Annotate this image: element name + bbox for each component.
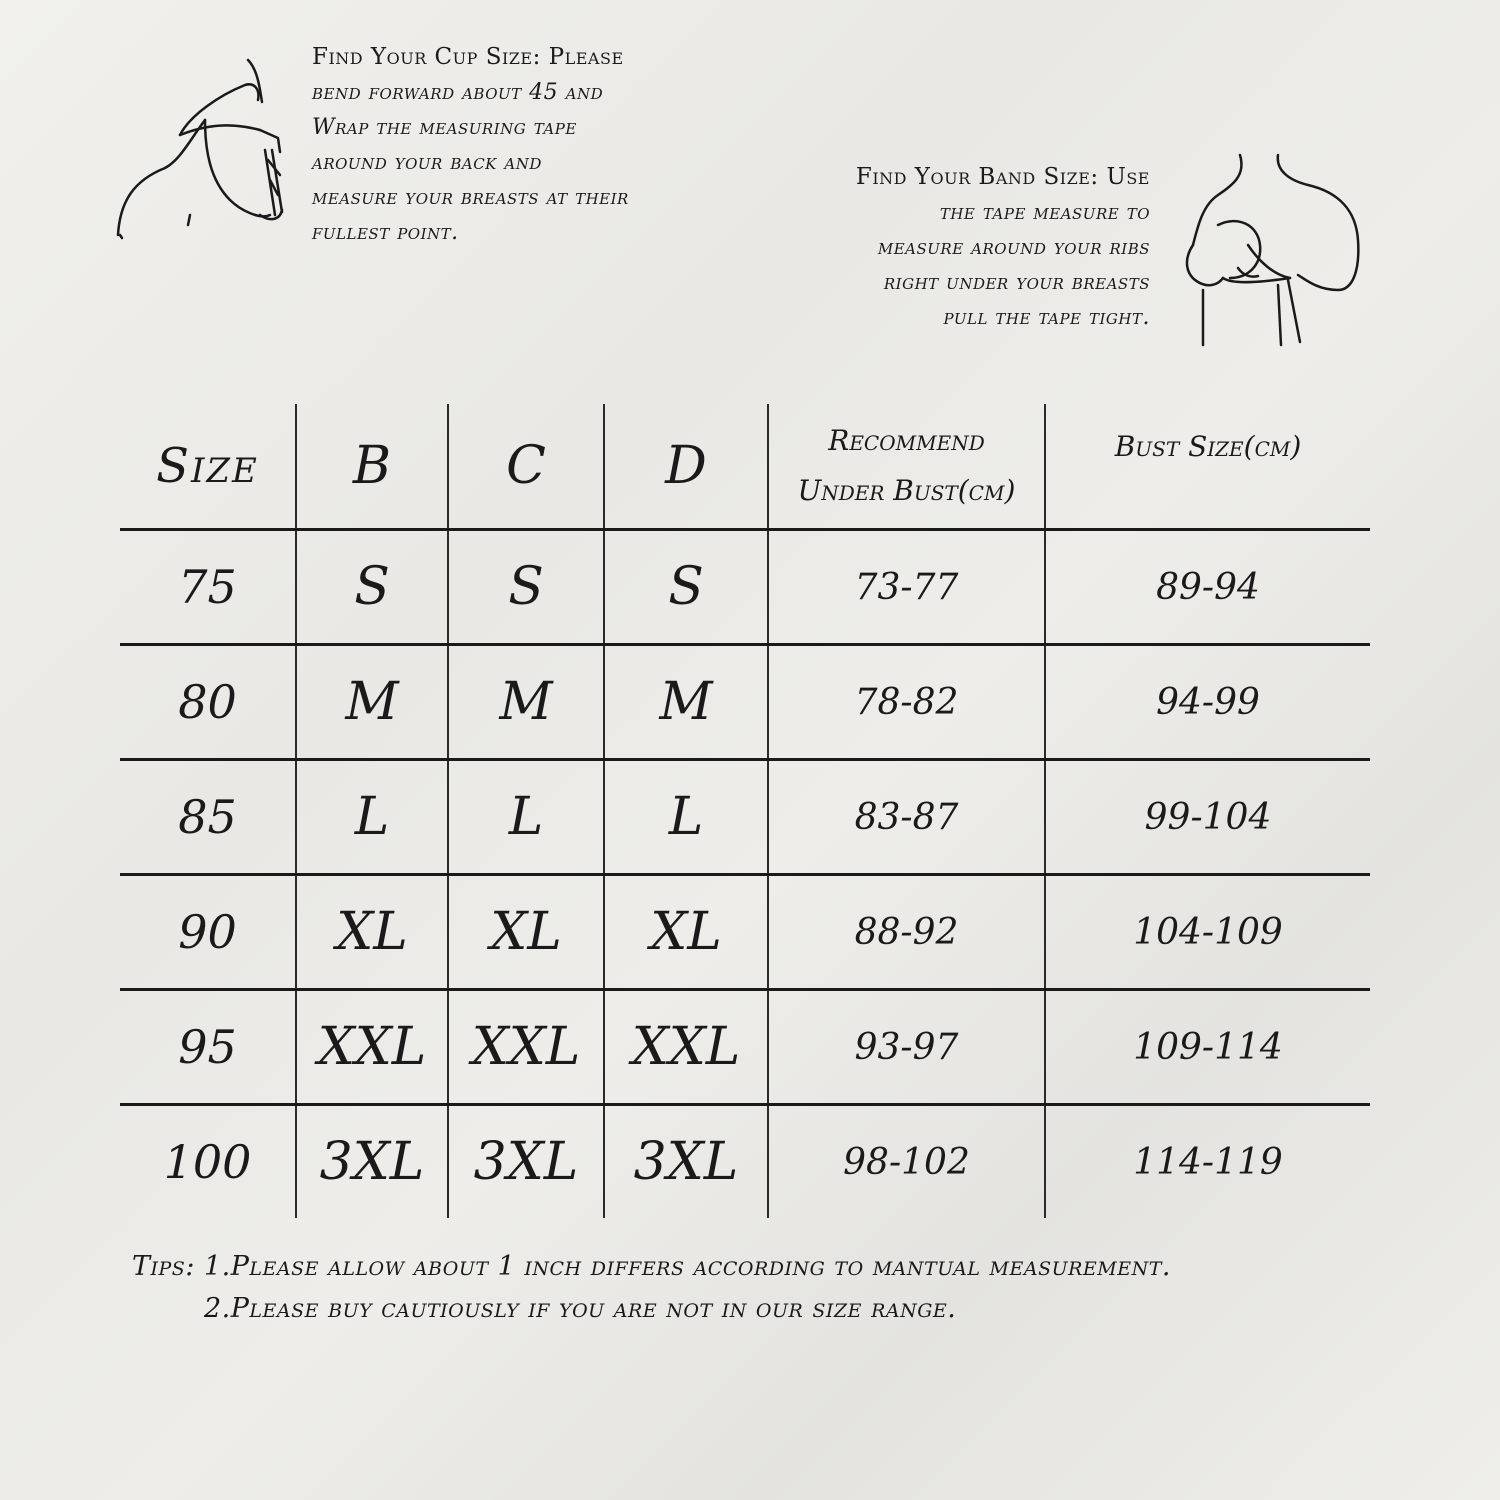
cell-cup-d: XXL — [604, 990, 768, 1105]
table-row — [120, 530, 1370, 645]
cell-cup-b: XL — [296, 875, 448, 990]
cell-band: 80 — [120, 645, 296, 760]
tip-line-2: 2.Please buy cautiously if you are not in our size range. — [204, 1293, 957, 1324]
band-size-line: pull the tape tight. — [943, 305, 1150, 330]
band-size-instructions — [800, 160, 1150, 335]
cell-cup-c: 3XL — [448, 1105, 604, 1219]
cup-size-title: Find Your Cup Size: Please — [312, 44, 624, 70]
cell-under-bust: 93-97 — [768, 990, 1045, 1105]
cell-cup-b: M — [296, 645, 448, 760]
band-size-title: Find Your Band Size: Use — [855, 164, 1150, 190]
band-size-line: the tape measure to — [939, 200, 1150, 225]
table-header-row — [120, 404, 1370, 530]
cell-bust-size: 89-94 — [1045, 530, 1370, 645]
cell-cup-c: S — [448, 530, 604, 645]
cell-cup-d: 3XL — [604, 1105, 768, 1219]
cell-band: 75 — [120, 530, 296, 645]
header-cup-c: C — [448, 404, 604, 530]
cell-cup-c: XL — [448, 875, 604, 990]
table-row — [120, 875, 1370, 990]
header-cup-d: D — [604, 404, 768, 530]
cell-under-bust: 78-82 — [768, 645, 1045, 760]
cell-under-bust: 88-92 — [768, 875, 1045, 990]
cell-band: 85 — [120, 760, 296, 875]
cell-bust-size: 104-109 — [1045, 875, 1370, 990]
cell-cup-d: XL — [604, 875, 768, 990]
cup-size-instructions — [312, 40, 712, 250]
cup-size-line: measure your breasts at their — [312, 185, 629, 210]
cup-size-line: Wrap the measuring tape — [312, 115, 577, 140]
tips-label: Tips: — [132, 1251, 195, 1282]
cell-band: 90 — [120, 875, 296, 990]
band-measure-illustration — [1178, 150, 1378, 350]
cup-measure-illustration — [110, 40, 310, 240]
table-row — [120, 990, 1370, 1105]
cell-cup-c: M — [448, 645, 604, 760]
cell-under-bust: 73-77 — [768, 530, 1045, 645]
cell-under-bust: 83-87 — [768, 760, 1045, 875]
tips-section — [132, 1246, 1171, 1330]
cell-cup-b: 3XL — [296, 1105, 448, 1219]
size-chart-table — [120, 404, 1370, 1218]
cell-cup-b: XXL — [296, 990, 448, 1105]
cell-band: 100 — [120, 1105, 296, 1219]
header-under-bust-line2: Under Bust(cm) — [797, 474, 1016, 507]
header-size: Size — [156, 438, 259, 494]
cup-size-line: bend forward about 45 and — [312, 80, 604, 105]
cup-size-line: around your back and — [312, 150, 542, 175]
table-row — [120, 1105, 1370, 1219]
cell-cup-d: L — [604, 760, 768, 875]
cell-under-bust: 98-102 — [768, 1105, 1045, 1219]
cell-cup-d: M — [604, 645, 768, 760]
cell-bust-size: 94-99 — [1045, 645, 1370, 760]
table-row — [120, 760, 1370, 875]
cell-cup-b: L — [296, 760, 448, 875]
cell-cup-c: XXL — [448, 990, 604, 1105]
header-under-bust — [768, 404, 1045, 530]
cell-bust-size: 114-119 — [1045, 1105, 1370, 1219]
header-cup-b: B — [296, 404, 448, 530]
cell-cup-c: L — [448, 760, 604, 875]
band-size-line: right under your breasts — [883, 270, 1150, 295]
band-size-line: measure around your ribs — [877, 235, 1150, 260]
cell-bust-size: 99-104 — [1045, 760, 1370, 875]
cell-cup-b: S — [296, 530, 448, 645]
header-bust-size: Bust Size(cm) — [1045, 404, 1370, 530]
cell-band: 95 — [120, 990, 296, 1105]
table-row — [120, 645, 1370, 760]
cell-bust-size: 109-114 — [1045, 990, 1370, 1105]
cup-size-line: fullest point. — [312, 220, 459, 245]
header-under-bust-line1: Recommend — [828, 424, 985, 457]
cell-cup-d: S — [604, 530, 768, 645]
tip-line-1: 1.Please allow about 1 inch differs according to mantual measurement. — [204, 1251, 1171, 1282]
